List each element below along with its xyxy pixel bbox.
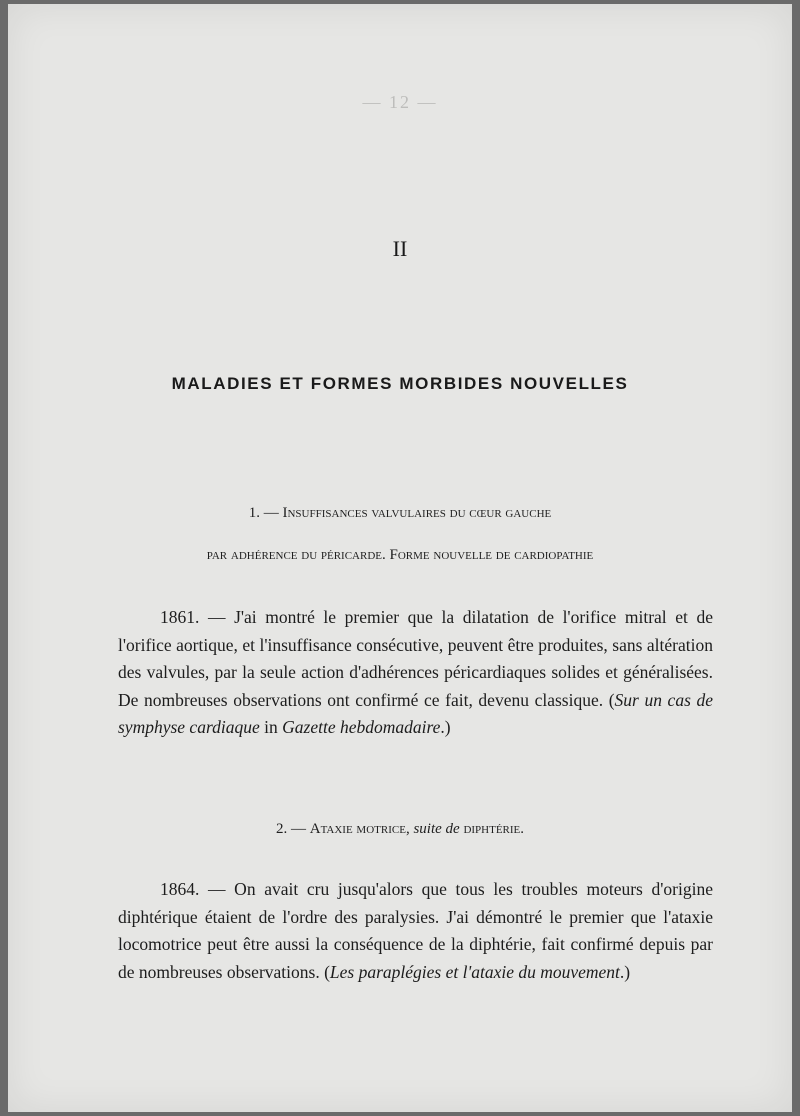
section-1-reference-close: .)	[440, 717, 451, 737]
section-1-reference-in: in	[259, 717, 283, 737]
section-1-reference-journal: Gazette hebdomadaire	[282, 717, 441, 737]
section-2-heading-tail: diphtérie.	[459, 821, 525, 837]
section-2-heading-main: Ataxie motrice	[309, 821, 406, 837]
section-2-heading-sep: ,	[405, 821, 414, 837]
chapter-title: MALADIES ET FORMES MORBIDES NOUVELLES	[171, 374, 629, 393]
document-page	[8, 4, 792, 1112]
section-2-reference-open: (	[324, 961, 330, 982]
section-2-reference-close: .)	[619, 961, 631, 982]
chapter-numeral: II	[392, 236, 408, 261]
section-1-heading-line-2: par adhérence du péricarde. Forme nouvelle de cardiopathie	[206, 547, 594, 563]
section-2-body: 1864. — On avait cru jusqu'alors que tous les troubles moteurs d'origine diphtérique étaient de l'ordre des paralysies. J'ai démontré le premier que l'ataxie locomotrice peut être aussi la conséquence de la diphtérie, fait confirmé depuis par de nombreuses observations.	[118, 879, 713, 982]
section-1-reference-title: Sur un cas de symphyse cardiaque	[118, 689, 713, 737]
section-1-body: 1861. — J'ai montré le premier que la dilatation de l'orifice mitral et de l'orifice aortique, et l'insuffisance consécutive, peuvent être produites, sans altération des valvules, par la seule action d'adhérences péricardiaques solides et généralisées. De nombreuses observations ont confirmé ce fait, devenu classique.	[118, 607, 713, 710]
section-2-heading-number: 2. —	[275, 821, 310, 837]
section-1-heading-line-1: 1. — Insuffisances valvulaires du cœur gauche	[248, 505, 552, 521]
section-2-heading	[8, 821, 792, 838]
section-1-paragraph	[118, 604, 713, 742]
page-number: — 12 —	[362, 92, 438, 112]
section-2-paragraph	[118, 876, 713, 986]
section-2-heading-italic: suite de	[413, 821, 460, 837]
section-2-reference-title: Les paraplégies et l'ataxie du mouvement	[329, 961, 620, 982]
section-1-reference-open: (	[608, 689, 615, 710]
